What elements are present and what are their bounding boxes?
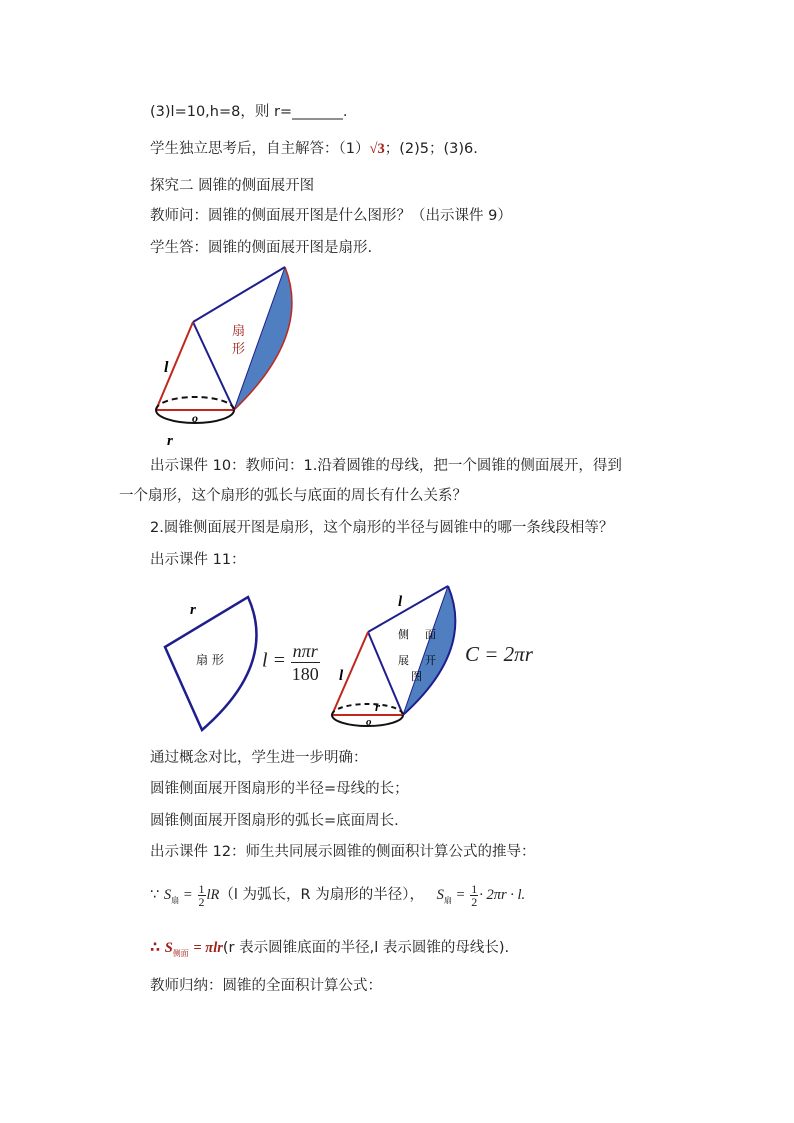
courseware11: 出示课件 11： xyxy=(150,552,246,568)
answer-blank: _______ xyxy=(292,104,343,120)
sector-label-2: 形 xyxy=(232,342,246,357)
student-answer: 学生答：圆锥的侧面展开图是扇形. xyxy=(150,240,373,256)
svg-text:面: 面 xyxy=(425,628,436,641)
sqrt3: √3 xyxy=(369,141,385,157)
circumference-formula: C = 2πr xyxy=(465,642,533,666)
center-label: o xyxy=(192,411,198,425)
svg-text:开: 开 xyxy=(425,654,436,667)
svg-text:展: 展 xyxy=(398,654,409,667)
answer-line: 学生独立思考后，自主解答：（1）√3；(2)5；(3)6. xyxy=(150,141,478,157)
formula-line-2: ∴ $S_{侧面} = \pi lr(r$ 表示圆锥底面的半径,l 表示圆锥的母线长). xyxy=(150,940,510,958)
svg-text:侧: 侧 xyxy=(398,628,409,641)
fact-2: 圆锥侧面展开图扇形的弧长=底面周长. xyxy=(150,813,399,829)
cone-figure-1 xyxy=(140,255,330,455)
fact-1: 圆锥侧面展开图扇形的半径=母线的长； xyxy=(150,781,409,797)
formula-line-1: ∵ $S_扇$ = $\frac{1}{2}$ lR（l 为弧长，R 为扇形的半径）， $S_扇$ = $\frac{1}{2}$ · 2πr · l. xyxy=(150,881,526,909)
svg-text:图: 图 xyxy=(411,670,422,683)
sector-name: 扇 形 xyxy=(196,653,224,667)
teacher-question: 教师问：圆锥的侧面展开图是什么图形？（出示课件 9） xyxy=(150,208,512,224)
sector-figure xyxy=(160,592,270,734)
sector-label-1: 扇 xyxy=(232,324,246,339)
sector-radius-label: r xyxy=(190,602,196,618)
summary: 教师归纳：圆锥的全面积计算公式： xyxy=(150,978,382,994)
courseware10-b: 一个扇形，这个扇形的弧长与底面的周长有什么关系？ xyxy=(119,488,467,504)
cone2-top-l: l xyxy=(398,594,403,610)
slant-label: l xyxy=(164,359,169,376)
cone2-radius: r xyxy=(375,699,381,714)
section-heading: 探究二 圆锥的侧面展开图 xyxy=(150,178,315,194)
question-3: (3)l=10,h=8，则 r=_______. xyxy=(150,104,348,120)
cone-figure-2 xyxy=(325,580,475,730)
concept-contrast: 通过概念对比，学生进一步明确： xyxy=(150,750,368,766)
cone2-slant-l: l xyxy=(339,668,344,684)
arc-length-formula: l = nπr 180 xyxy=(262,641,319,684)
question-2: 2.圆锥侧面展开图是扇形，这个扇形的半径与圆锥中的哪一条线段相等？ xyxy=(150,520,614,536)
cone2-center: o xyxy=(366,716,372,728)
radius-label: r xyxy=(167,433,173,449)
courseware12: 出示课件 12：师生共同展示圆锥的侧面积计算公式的推导： xyxy=(150,844,536,860)
courseware10-a: 出示课件 10：教师问：1.沿着圆锥的母线，把一个圆锥的侧面展开，得到 xyxy=(150,458,622,474)
